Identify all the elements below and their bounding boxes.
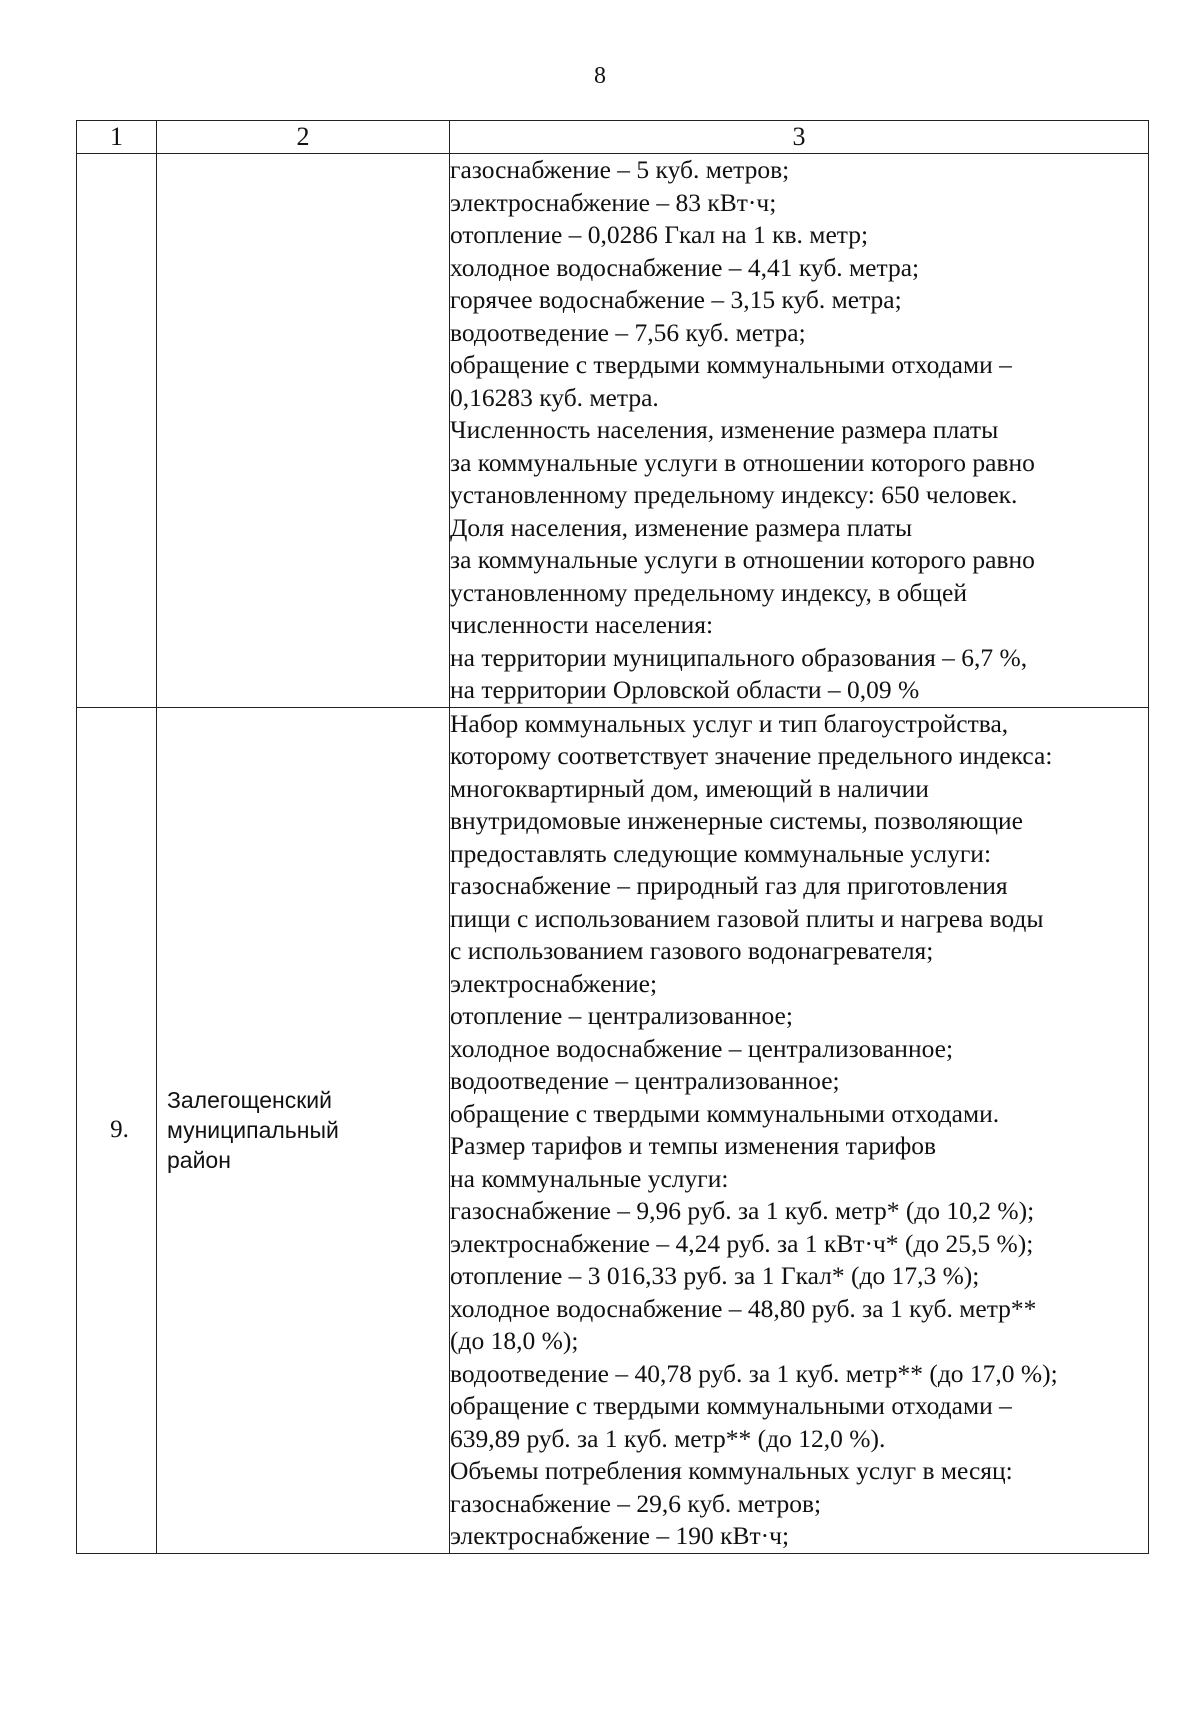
page-number: 8 xyxy=(594,63,606,89)
row-number-cell xyxy=(77,154,157,708)
details-line: многоквартирный дом, имеющий в наличии xyxy=(450,773,929,803)
details-line: газоснабжение – 29,6 куб. метров; xyxy=(450,1488,822,1518)
details-cell xyxy=(450,707,1149,1553)
table-header-row xyxy=(77,121,1149,154)
details-line: пищи с использованием газовой плиты и нагрева воды xyxy=(450,903,1044,933)
details-cell xyxy=(450,154,1149,708)
details-line: электроснабжение – 4,24 руб. за 1 кВт·ч* (до 25,5 %); xyxy=(450,1228,1034,1258)
details-line: электроснабжение – 83 кВт·ч; xyxy=(450,187,777,217)
details-line: за коммунальные услуги в отношении которого равно xyxy=(450,447,1035,477)
district-name-line: Залегощенский xyxy=(167,1087,332,1113)
table-row-continuation xyxy=(77,154,1149,708)
details-line: 639,89 руб. за 1 куб. метр** (до 12,0 %). xyxy=(450,1423,886,1453)
details-line: на территории муниципального образования – 6,7 %, xyxy=(450,642,1028,672)
details-line: Набор коммунальных услуг и тип благоустройства, xyxy=(450,708,1009,738)
details-line: (до 18,0 %); xyxy=(450,1326,579,1355)
details-line: электроснабжение; xyxy=(450,968,658,998)
details-line: обращение с твердыми коммунальными отходами. xyxy=(450,1098,1000,1128)
tariff-table xyxy=(76,120,1149,1554)
district-cell xyxy=(157,154,450,708)
details-line: горячее водоснабжение – 3,15 куб. метра; xyxy=(450,285,902,314)
table-row-9 xyxy=(77,707,1149,1553)
details-line: 0,16283 куб. метра. xyxy=(450,382,659,412)
details-line: Объемы потребления коммунальных услуг в месяц: xyxy=(450,1456,1013,1485)
details-line: установленному предельному индексу: 650 человек. xyxy=(450,480,1018,509)
column-header-3: 3 xyxy=(450,121,1149,154)
row-number-cell: 9. xyxy=(77,707,157,1553)
details-line: Доля населения, изменение размера платы xyxy=(450,512,913,542)
column-header-2: 2 xyxy=(157,121,450,154)
details-line: водоотведение – централизованное; xyxy=(450,1066,840,1095)
details-line: внутридомовые инженерные системы, позволяющие xyxy=(450,806,1023,835)
details-line: которому соответствует значение предельного индекса: xyxy=(450,741,1053,770)
details-line: газоснабжение – природный газ для приготовления xyxy=(450,871,1008,900)
details-line: предоставлять следующие коммунальные услуги: xyxy=(450,838,992,868)
district-cell xyxy=(157,707,450,1553)
details-line: электроснабжение – 190 кВт·ч; xyxy=(450,1521,790,1550)
details-line: на коммунальные услуги: xyxy=(450,1163,729,1193)
details-line: холодное водоснабжение – 4,41 куб. метра; xyxy=(450,252,920,282)
details-line: газоснабжение – 5 куб. метров; xyxy=(450,155,790,184)
details-line: Численность населения, изменение размера платы xyxy=(450,415,999,444)
details-line: холодное водоснабжение – 48,80 руб. за 1 куб. метр** xyxy=(450,1293,1037,1323)
details-line: установленному предельному индексу, в общей xyxy=(450,577,968,607)
details-line: водоотведение – 7,56 куб. метра; xyxy=(450,317,806,347)
details-line: с использованием газового водонагревателя; xyxy=(450,936,934,965)
details-line: газоснабжение – 9,96 руб. за 1 куб. метр* (до 10,2 %); xyxy=(450,1196,1035,1225)
column-header-1: 1 xyxy=(77,121,157,154)
district-name-line: район xyxy=(167,1147,231,1173)
details-line: обращение с твердыми коммунальными отходами – xyxy=(450,350,1012,379)
details-line: на территории Орловской области – 0,09 % xyxy=(450,675,920,704)
details-line: водоотведение – 40,78 руб. за 1 куб. метр** (до 17,0 %); xyxy=(450,1358,1058,1388)
details-line: отопление – централизованное; xyxy=(450,1001,793,1030)
details-line: отопление – 3 016,33 руб. за 1 Гкал* (до 17,3 %); xyxy=(450,1261,980,1290)
details-line: за коммунальные услуги в отношении которого равно xyxy=(450,545,1035,574)
district-name-line: муниципальный xyxy=(167,1117,339,1143)
details-line: отопление – 0,0286 Гкал на 1 кв. метр; xyxy=(450,220,869,249)
details-line: обращение с твердыми коммунальными отходами – xyxy=(450,1391,1012,1420)
details-line: Размер тарифов и темпы изменения тарифов xyxy=(450,1131,937,1160)
details-line: холодное водоснабжение – централизованное; xyxy=(450,1033,954,1063)
details-line: численности населения: xyxy=(450,610,714,639)
